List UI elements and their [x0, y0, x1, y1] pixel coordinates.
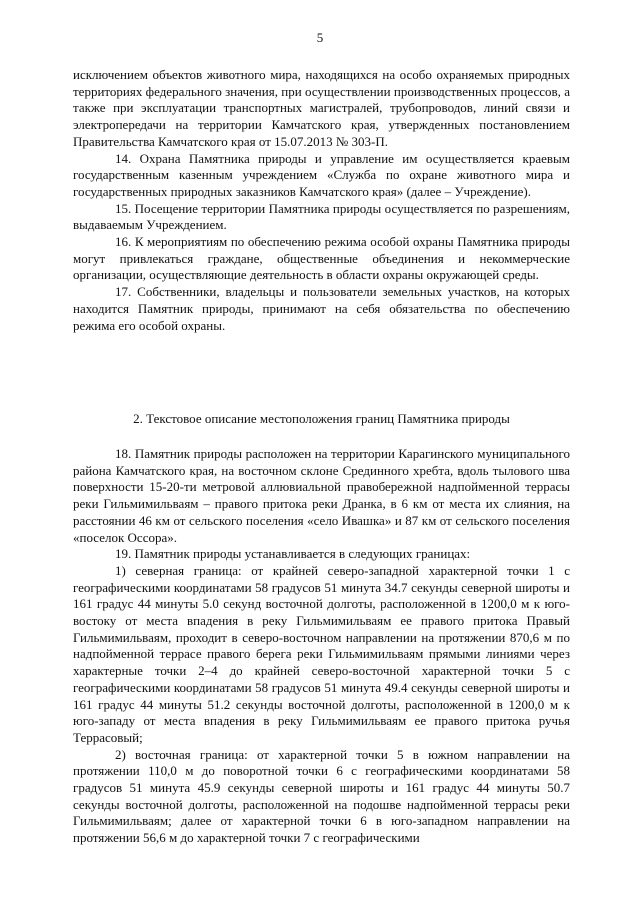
- page-number: 5: [316, 30, 324, 45]
- paragraph-north-boundary: 1) северная граница: от крайней северо-западной характерной точки 1 с географическими координатами 58 градусов 51 минута 34.7 секунды северной широты и 161 градус 44 минуты 5.0 секунд восточной долготы, расположенной в 1200,0 м к юго-востоку от места впадения в реку Гильмимильваям ее правого притока Правый Гильмимильваям, проходит в северо-восточном направлении на протяжении 870,6 м по надпойменной террасе правого берега реки Гильмимильваям прямыми линиями через характерные точки 2–4 до крайней северо-восточной характерной точки 5 с географическими координатами 58 градусов 51 минута 49.4 секунды северной широты и 161 градус 44 минуты 51.2 секунды восточной долготы, расположенной в 1200,0 м к юго-западу от места впадения в реку Гильмимильваям ее правого притока ручья Террасовый;: [73, 562, 570, 745]
- paragraph-16: 16. К мероприятиям по обеспечению режима особой охраны Памятника природы могут привлекаться граждане, общественные объединения и некоммерческие организации, осуществляющие деятельность в области охраны окружающей среды.: [73, 234, 570, 283]
- paragraph-14: 14. Охрана Памятника природы и управление им осуществляется краевым государственным казенным учреждением «Служба по охране животного мира и государственных природных заказников Камчатского края» (далее – Учреждение).: [73, 150, 570, 199]
- text-block-top: [73, 67, 570, 334]
- text-block-bottom: [73, 446, 570, 847]
- paragraph-18: 18. Памятник природы расположен на территории Карагинского муниципального района Камчатского края, на восточном склоне Срединного хребта, вдоль тылового шва поверхности 15-20-ти метровой аллювиальной правобережной надпойменной террасы реки Гильмимильваям – правого притока реки Дранка, в 6 км от места их слияния, на расстоянии 46 км от сельского поселения «село Ивашка» и 87 км от сельского поселения «поселок Оссора».: [73, 446, 570, 545]
- paragraph-east-boundary: 2) восточная граница: от характерной точки 5 в южном направлении на протяжении 110,0 м до поворотной точки 6 с географическими координатами 58 градусов 51 минута 45.9 секунды северной широты и 161 градус 44 минуты 50.7 секунды восточной долготы, расположенной на подошве надпойменной террасы реки Гильмимильваям; далее от характерной точки 6 в юго-западном направлении на протяжении 56,6 м до характерной точки 7 с географическими: [73, 746, 570, 846]
- paragraph-17: 17. Собственники, владельцы и пользователи земельных участков, на которых находится Памятник природы, принимают на себя обязательства по обеспечению режима его особой охраны.: [73, 284, 570, 333]
- paragraph-19: 19. Памятник природы устанавливается в следующих границах:: [115, 546, 471, 562]
- paragraph-13-end: исключением объектов животного мира, находящихся на особо охраняемых природных территориях федерального значения, при осуществлении производственных процессов, а также при эксплуатации транспортных магистралей, трубопроводов, линий связи и электропередачи на территории Камчатского края, утвержденных постановлением Правительства Камчатского края от 15.07.2013 № 303-П.: [73, 67, 570, 149]
- paragraph-15: 15. Посещение территории Памятника природы осуществляется по разрешениям, выдаваемым Учреждением.: [73, 200, 570, 233]
- section-heading: 2. Текстовое описание местоположения границ Памятника природы: [133, 411, 510, 426]
